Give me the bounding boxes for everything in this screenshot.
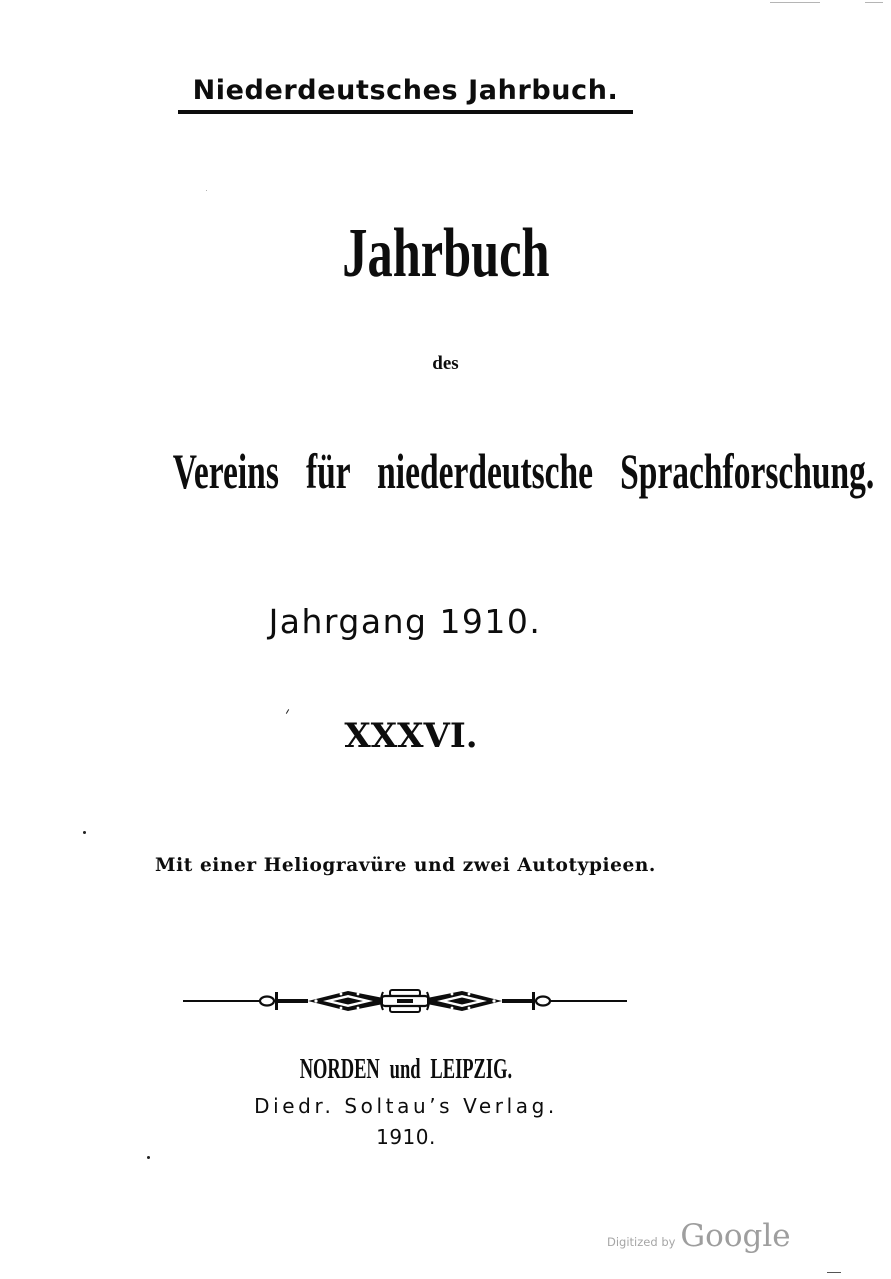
scan-speck (206, 190, 207, 191)
ornament-rule-icon (183, 986, 627, 1016)
scan-edge-mark (770, 2, 820, 3)
publication-year: 1910. (376, 1125, 436, 1149)
scan-speck (147, 1156, 150, 1159)
scan-edge-mark (865, 2, 883, 3)
volume-year: Jahrgang 1910. (268, 602, 542, 641)
society-name-text: Vereins für niederdeutsche Sprachforschung. (172, 443, 875, 499)
scan-edge-mark (827, 1272, 841, 1273)
digitized-by-watermark (607, 1218, 791, 1258)
main-title (0, 214, 891, 294)
volume-number: XXXVI. (344, 716, 478, 756)
publisher-place-text: NORDEN und LEIPZIG. (299, 1054, 513, 1085)
society-name (0, 441, 875, 501)
publisher-place (0, 1053, 812, 1087)
scan-speck (83, 831, 86, 834)
main-title-text: Jahrbuch (341, 215, 550, 292)
connector-word: des (432, 353, 459, 374)
publisher-name: Diedr. Soltau’s Verlag. (254, 1094, 558, 1118)
illustrations-note: Mit einer Heliogravüre und zwei Autotypieen. (155, 855, 656, 876)
series-title-underline (178, 110, 633, 114)
google-logo-icon: Google (680, 1218, 791, 1254)
series-title: Niederdeutsches Jahrbuch. (192, 75, 619, 106)
watermark-prefix: Digitized by (607, 1235, 676, 1249)
